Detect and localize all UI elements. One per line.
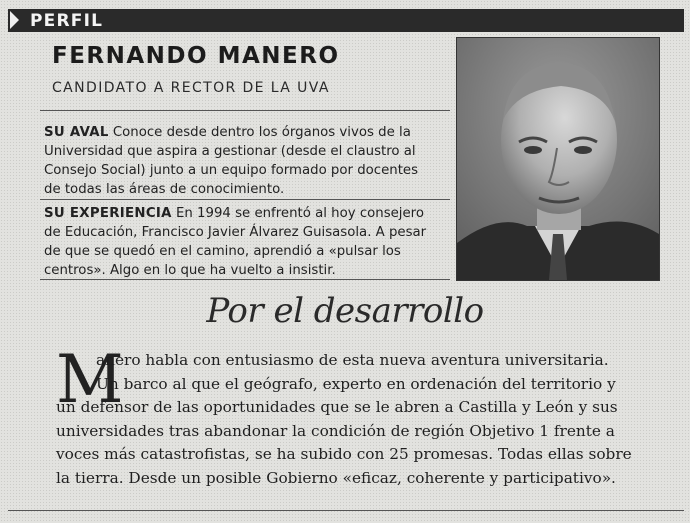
section-label: PERFIL: [30, 11, 104, 31]
profile-subtitle: CANDIDATO A RECTOR DE LA UVA: [52, 80, 330, 96]
article-line: la tierra. Desde un posible Gobierno «eficaz, coherente y participativo».: [56, 468, 616, 487]
experiencia-line: de que se quedó en el camino, aprendió a «pulsar los: [44, 244, 401, 259]
experiencia-lead: SU EXPERIENCIA: [44, 206, 172, 221]
portrait-photo: [456, 37, 660, 281]
experiencia-paragraph: [44, 204, 448, 280]
aval-line: de todas las áreas de conocimiento.: [44, 182, 285, 197]
portrait-illustration: [457, 38, 659, 280]
article-line: Un barco al que el geógrafo, experto en ordenación del territorio y: [96, 374, 616, 393]
profile-name: FERNANDO MANERO: [52, 43, 340, 69]
article-headline: Por el desarrollo: [206, 291, 484, 331]
divider: [8, 510, 684, 511]
drop-cap: M: [56, 341, 124, 418]
aval-lead: SU AVAL: [44, 125, 109, 140]
chevron-right-icon: [10, 11, 19, 29]
article-line: un defensor de las oportunidades que se le abren a Castilla y León y sus: [56, 398, 618, 416]
experiencia-line: En 1994 se enfrentó al hoy consejero: [171, 206, 424, 221]
article-body: [56, 341, 682, 490]
aval-line: Consejo Social) junto a un equipo formado por docentes: [44, 163, 419, 178]
aval-line: Universidad que aspira a gestionar (desde el claustro al: [44, 144, 416, 159]
section-header-bar: [8, 9, 684, 32]
article-line: voces más catastrofistas, se ha subido con 25 promesas. Todas ellas sobre: [56, 445, 632, 463]
experiencia-line: de Educación, Francisco Javier Álvarez Guisasola. A pesar: [44, 225, 427, 240]
aval-line: Conoce desde dentro los órganos vivos de la: [108, 125, 411, 140]
divider: [40, 199, 450, 200]
experiencia-line: centros». Algo en lo que ha vuelto a insistir.: [44, 263, 336, 278]
divider: [40, 110, 450, 111]
article-line: anero habla con entusiasmo de esta nueva aventura universitaria.: [96, 351, 609, 369]
divider: [40, 279, 450, 280]
article-line: universidades tras abandonar la condición de región Objetivo 1 frente a: [56, 421, 615, 440]
aval-paragraph: [44, 123, 448, 199]
